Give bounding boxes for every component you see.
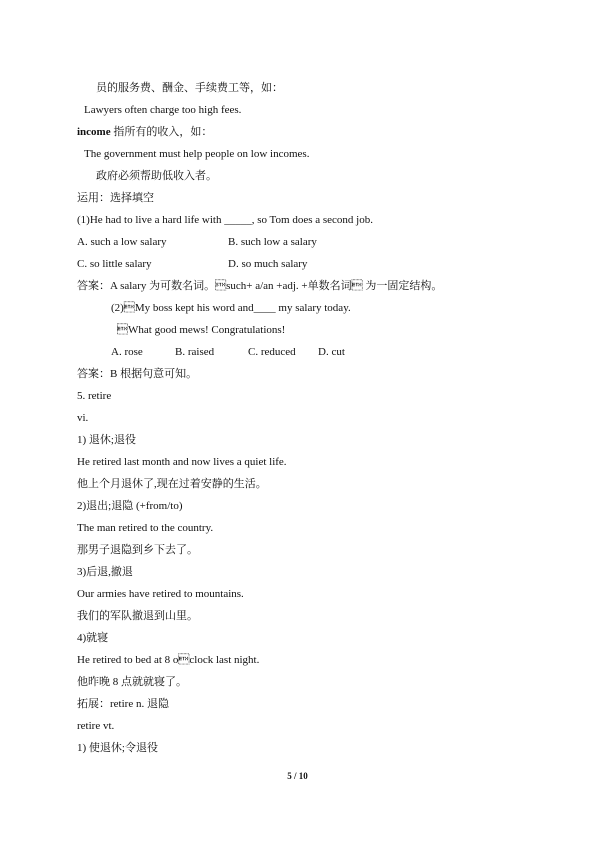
translation: 他上个月退休了,现在过着安静的生活。 (77, 478, 267, 490)
sense-heading: 4)就寝 (77, 632, 109, 644)
definition: 指所有的收入，如： (110, 126, 213, 138)
option-a: A. such a low salary (77, 236, 167, 248)
translation: 我们的军队撤退到山里。 (77, 610, 198, 622)
part-of-speech: retire vt. (77, 720, 115, 732)
example-sentence: He retired last month and now lives a quiet life. (77, 456, 287, 468)
answer-text: 答案：B 根据句意可知。 (77, 368, 198, 380)
question-text: What good mews! Congratulations! (117, 324, 286, 336)
example-sentence: The government must help people on low incomes. (84, 148, 310, 160)
example-sentence: Lawyers often charge too high fees. (84, 104, 242, 116)
option-b: B. such low a salary (228, 236, 317, 248)
extension-note: 拓展：retire n. 退隐 (77, 698, 169, 710)
sense-heading: 1) 退休;退役 (77, 434, 136, 446)
entry-heading: 5. retire (77, 390, 112, 402)
translation: 他昨晚 8 点就就寝了。 (77, 676, 187, 688)
text-line: 员的服务费、酬金、手续费工等，如： (96, 82, 283, 94)
question-text: (1)He had to live a hard life with _____, so Tom does a second job. (77, 214, 373, 226)
option-c: C. reduced (248, 346, 296, 358)
example-sentence: He retired to bed at 8 oclock last night. (77, 654, 260, 666)
translation: 政府必须帮助低收入者。 (96, 170, 217, 182)
question-text: (2)My boss kept his word and____ my salary today. (111, 302, 351, 314)
page-number: 5 / 10 (287, 771, 308, 781)
part-of-speech: vi. (77, 412, 89, 424)
sense-heading: 3)后退,撤退 (77, 566, 133, 578)
option-d: D. cut (318, 346, 345, 358)
sense-heading: 1) 使退休;令退役 (77, 742, 158, 754)
answer-text: 答案：A salary 为可数名词。such+ a/an +adj. +单数名词 为一固定结构。 (77, 280, 443, 292)
option-c: C. so little salary (77, 258, 152, 270)
section-heading: 运用：选择填空 (77, 192, 154, 204)
sense-heading: 2)退出;退隐 (+from/to) (77, 500, 183, 512)
option-d: D. so much salary (228, 258, 308, 270)
option-b: B. raised (175, 346, 215, 358)
translation: 那男子退隐到乡下去了。 (77, 544, 198, 556)
example-sentence: Our armies have retired to mountains. (77, 588, 244, 600)
example-sentence: The man retired to the country. (77, 522, 214, 534)
text-line (77, 125, 212, 139)
option-a: A. rose (111, 346, 143, 358)
vocab-term: income (77, 126, 111, 138)
